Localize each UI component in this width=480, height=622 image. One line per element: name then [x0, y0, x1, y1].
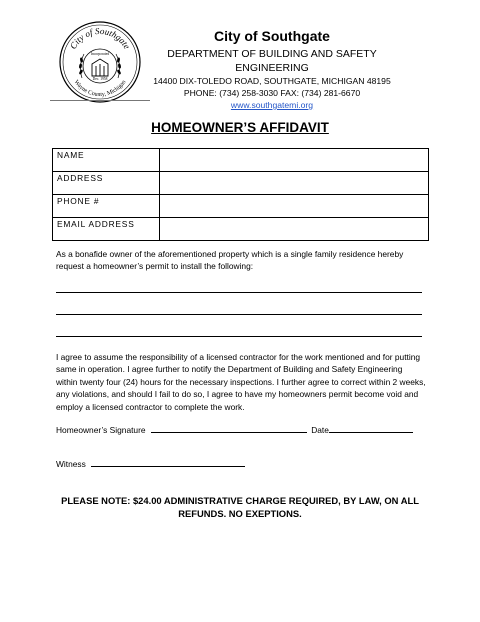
work-description-line-3[interactable]	[56, 336, 422, 337]
name-field[interactable]	[160, 149, 429, 172]
phone-label: PHONE #	[53, 195, 160, 218]
letterhead	[150, 28, 394, 111]
owner-info-table	[52, 148, 429, 241]
seal-year-text: Dec. 1958	[92, 77, 108, 81]
city-name: City of Southgate	[214, 28, 330, 44]
name-label: NAME	[53, 149, 160, 172]
witness-signature-field[interactable]	[91, 457, 245, 467]
website-link[interactable]: www.southgatemi.org	[230, 100, 314, 110]
homeowner-signature-label: Homeowner’s Signature	[56, 425, 146, 435]
work-description-line-2[interactable]	[56, 314, 422, 315]
date-field[interactable]	[329, 423, 413, 433]
witness-label: Witness	[56, 459, 86, 469]
witness-row	[56, 457, 245, 469]
form-title: HOMEOWNER’S AFFIDAVIT	[151, 120, 329, 135]
table-row	[53, 195, 429, 218]
homeowner-signature-field[interactable]	[151, 423, 307, 433]
email-label: EMAIL ADDRESS	[53, 218, 160, 241]
administrative-charge-note	[0, 494, 480, 520]
address-field[interactable]	[160, 172, 429, 195]
address-label: ADDRESS	[53, 172, 160, 195]
department-name: DEPARTMENT OF BUILDING AND SAFETY ENGINEERING	[167, 48, 377, 74]
table-row	[53, 218, 429, 241]
city-seal-logo	[58, 20, 142, 104]
department-address: 14400 DIX-TOLEDO ROAD, SOUTHGATE, MICHIGAN 48195	[153, 76, 391, 86]
email-field[interactable]	[160, 218, 429, 241]
table-row	[53, 149, 429, 172]
table-row	[53, 172, 429, 195]
signature-row	[56, 423, 413, 435]
note-line-2: REFUNDS. NO EXEPTIONS.	[178, 508, 302, 519]
seal-top-text: City of Southgate	[67, 25, 133, 51]
seal-inner-text: Incorporated	[90, 52, 110, 56]
note-line-1: PLEASE NOTE: $24.00 ADMINISTRATIVE CHARGE REQUIRED, BY LAW, ON ALL	[61, 495, 419, 506]
svg-text:Wayne County, Michigan	[73, 79, 128, 98]
agreement-paragraph: I agree to assume the responsibility of a licensed contractor for the work mentioned and for putting same in operation. I agree further to notify the Department of Building and Safety Engineering within twenty four (24) hours for the necessary inspections. I further agree to correct within 2 weeks, any violations, and should I fail to do so, I agree to have my homeowners permit become void and employ a licensed contractor to complete the work.	[56, 352, 426, 412]
request-paragraph: As a bonafide owner of the aforementioned property which is a single family residence hereby request a homeowner’s permit to install the following:	[56, 249, 404, 272]
seal-bottom-text: Wayne County, Michigan	[72, 79, 128, 99]
header-divider	[50, 100, 150, 101]
work-description-line-1[interactable]	[56, 292, 422, 293]
phone-field[interactable]	[160, 195, 429, 218]
department-phone-fax: PHONE: (734) 258-3030 FAX: (734) 281-6670	[183, 88, 361, 98]
date-label: Date	[311, 425, 329, 435]
